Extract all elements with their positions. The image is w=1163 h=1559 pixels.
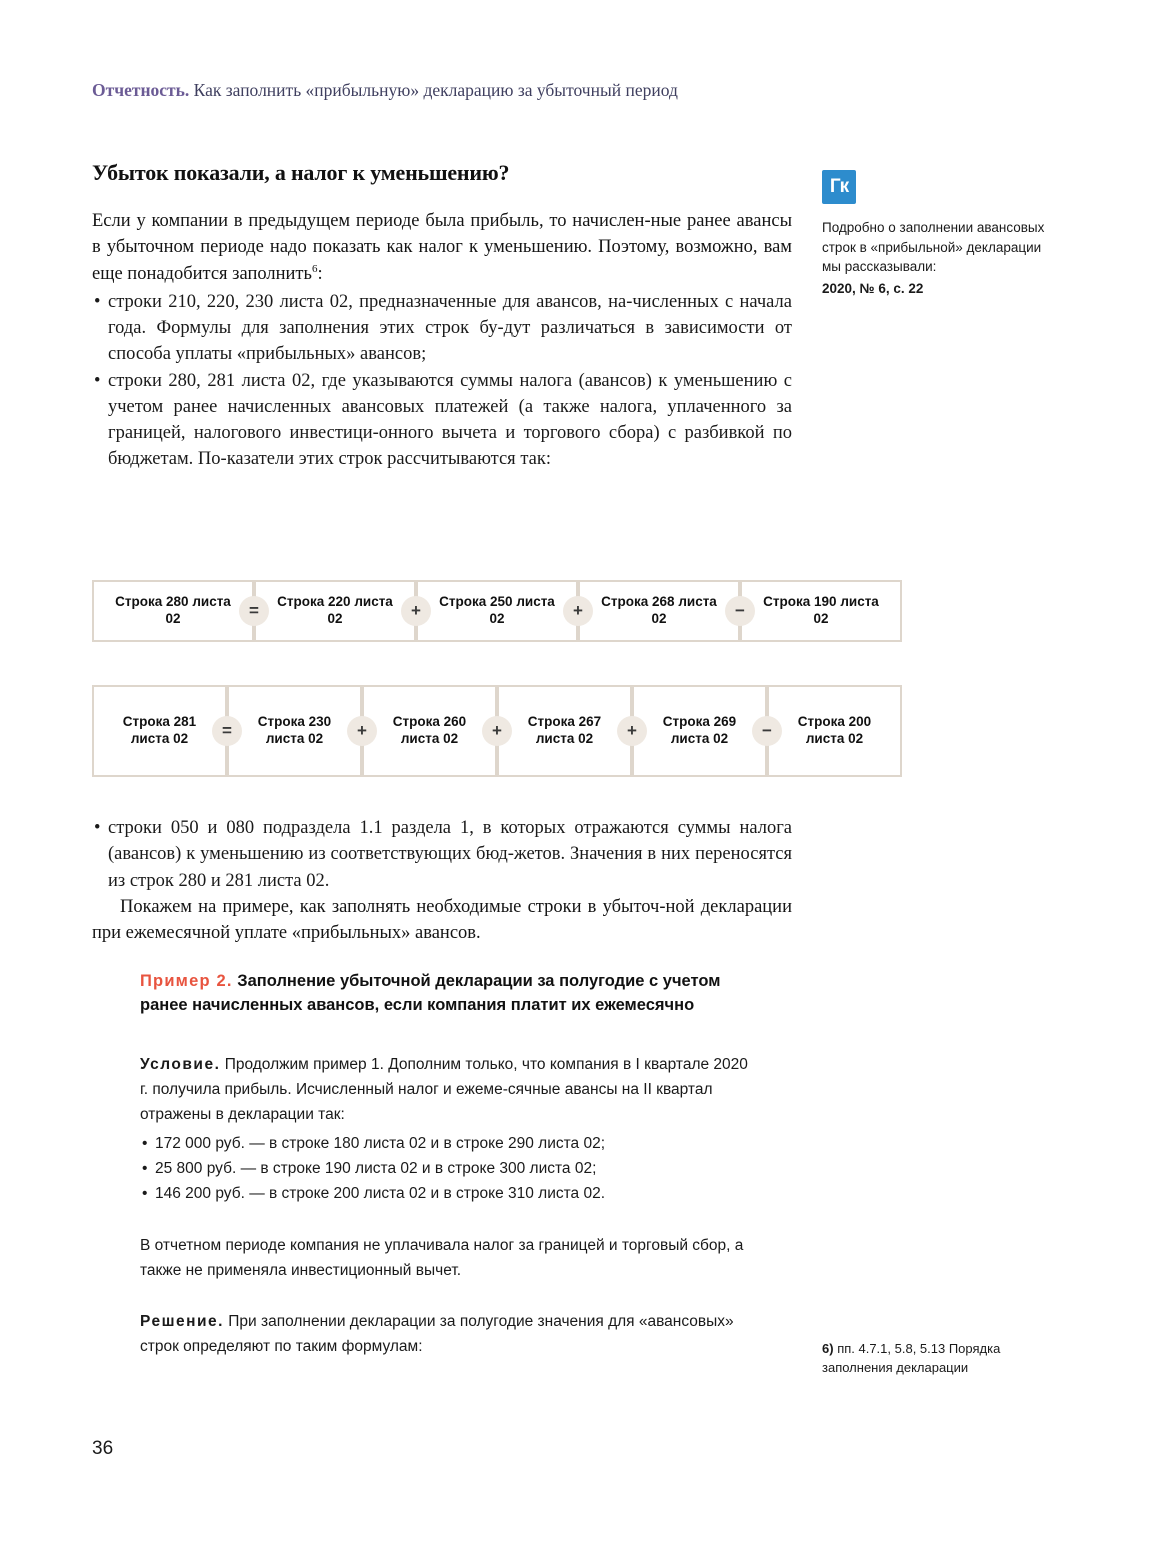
footnote-text: пп. 4.7.1, 5.8, 5.13 Порядка заполнения декларации	[822, 1341, 1001, 1375]
footnote-marker: 6)	[822, 1341, 834, 1356]
intro-bullet-list	[92, 289, 792, 473]
formula-operator: +	[563, 596, 593, 626]
header-title: Как заполнить «прибыльную» декларацию за убыточный период	[193, 80, 678, 100]
formula-operator: −	[725, 596, 755, 626]
example-solution	[140, 1309, 760, 1359]
closing-paragraph: Покажем на примере, как заполнять необходимые строки в убыточ-ной декларации при ежемесячной уплате «прибыльных» авансов.	[92, 896, 792, 944]
condition-text: Продолжим пример 1. Дополним только, что компания в I квартале 2020 г. получила прибыль. Исчисленный налог и ежеме-сячные авансы на II квартал отражены в декларации так:	[140, 1055, 748, 1124]
gk-logo-icon: Гк	[822, 170, 856, 204]
list-item: • 172 000 руб. — в строке 180 листа 02 и в строке 290 листа 02;	[140, 1131, 760, 1156]
list-item: • 25 800 руб. — в строке 190 листа 02 и в строке 300 листа 02;	[140, 1156, 760, 1181]
list-item: • строки 280, 281 листа 02, где указываются суммы налога (авансов) к уменьшению с учетом ранее начисленных авансовых платежей (а также налога, уплаченного за границей, налогового инвестици-онного вычета и торгового сбора) с разбивкой по бюджетам. По-казатели этих строк рассчитываются так:	[92, 368, 792, 473]
intro-text-end: :	[317, 263, 323, 284]
example-condition	[140, 1052, 760, 1127]
sidebar-note	[822, 170, 1052, 298]
example-block	[140, 970, 760, 1359]
formula-box: Строка 220 листа 02	[254, 580, 416, 642]
formula-box: Строка 269 листа 02	[632, 685, 767, 777]
formula-diagram-281	[92, 685, 1044, 777]
page-number: 36	[92, 1438, 114, 1459]
solution-text: При заполнении декларации за полугодие значения для «авансовых» строк определяют по таким формулам:	[140, 1312, 734, 1355]
post-formula-bullet-list	[92, 815, 792, 894]
formula-box: Строка 230 листа 02	[227, 685, 362, 777]
formula-box: Строка 280 листа 02	[92, 580, 254, 642]
intro-text: Если у компании в предыдущем периоде была прибыль, то начислен-ные ранее авансы в убыточном периоде надо показать как налог к уменьшению. Поэтому, возможно, вам еще понадобится заполнить	[92, 211, 792, 284]
example-heading	[140, 970, 760, 1018]
list-item: • 146 200 руб. — в строке 200 листа 02 и в строке 310 листа 02.	[140, 1181, 760, 1206]
footnote	[822, 1340, 1062, 1378]
example-note: В отчетном периоде компания не уплачивала налог за границей и торговый сбор, а также не применяла инвестиционный вычет.	[140, 1236, 744, 1279]
example-title-text: Заполнение убыточной декларации за полугодие с учетом ранее начисленных авансов, если компания платит их ежемесячно	[140, 972, 721, 1014]
formula-diagram-280	[92, 580, 1044, 642]
formula-operator: =	[239, 596, 269, 626]
condition-label: Условие.	[140, 1055, 221, 1073]
formula-operator: +	[347, 716, 377, 746]
page-header	[92, 80, 1052, 101]
list-item: • строки 050 и 080 подраздела 1.1 раздела 1, в которых отражаются суммы налога (авансов) к уменьшению из соответствующих бюд-жетов. Значения в них переносятся из строк 280 и 281 листа 02.	[92, 815, 792, 894]
formula-operator: +	[617, 716, 647, 746]
example-label: Пример 2.	[140, 972, 233, 990]
condition-bullet-list	[140, 1131, 760, 1206]
formula-operator: +	[401, 596, 431, 626]
sidebar-note-reference[interactable]: 2020, № 6, с. 22	[822, 280, 924, 296]
formula-operator: −	[752, 716, 782, 746]
article-body-continued	[92, 815, 792, 948]
formula-box: Строка 260 листа 02	[362, 685, 497, 777]
article-body	[92, 160, 792, 473]
solution-label: Решение.	[140, 1312, 224, 1330]
formula-box: Строка 267 листа 02	[497, 685, 632, 777]
formula-box: Строка 190 листа 02	[740, 580, 902, 642]
intro-paragraph	[92, 208, 792, 287]
article-title: Убыток показали, а налог к уменьшению?	[92, 160, 510, 185]
formula-box: Строка 268 листа 02	[578, 580, 740, 642]
formula-box: Строка 281 листа 02	[92, 685, 227, 777]
sidebar-note-text: Подробно о заполнении авансовых строк в «прибыльной» декларации мы рассказывали:	[822, 220, 1045, 275]
list-item: • строки 210, 220, 230 листа 02, предназначенные для авансов, на-численных с начала года. Формулы для заполнения этих строк бу-дут различаться в зависимости от способа уплаты «прибыльных» авансов;	[92, 289, 792, 368]
formula-operator: =	[212, 716, 242, 746]
formula-box: Строка 250 листа 02	[416, 580, 578, 642]
formula-operator: +	[482, 716, 512, 746]
header-rubric: Отчетность.	[92, 80, 190, 100]
formula-box: Строка 200 листа 02	[767, 685, 902, 777]
footnote-marker-inline: 6	[311, 262, 318, 275]
